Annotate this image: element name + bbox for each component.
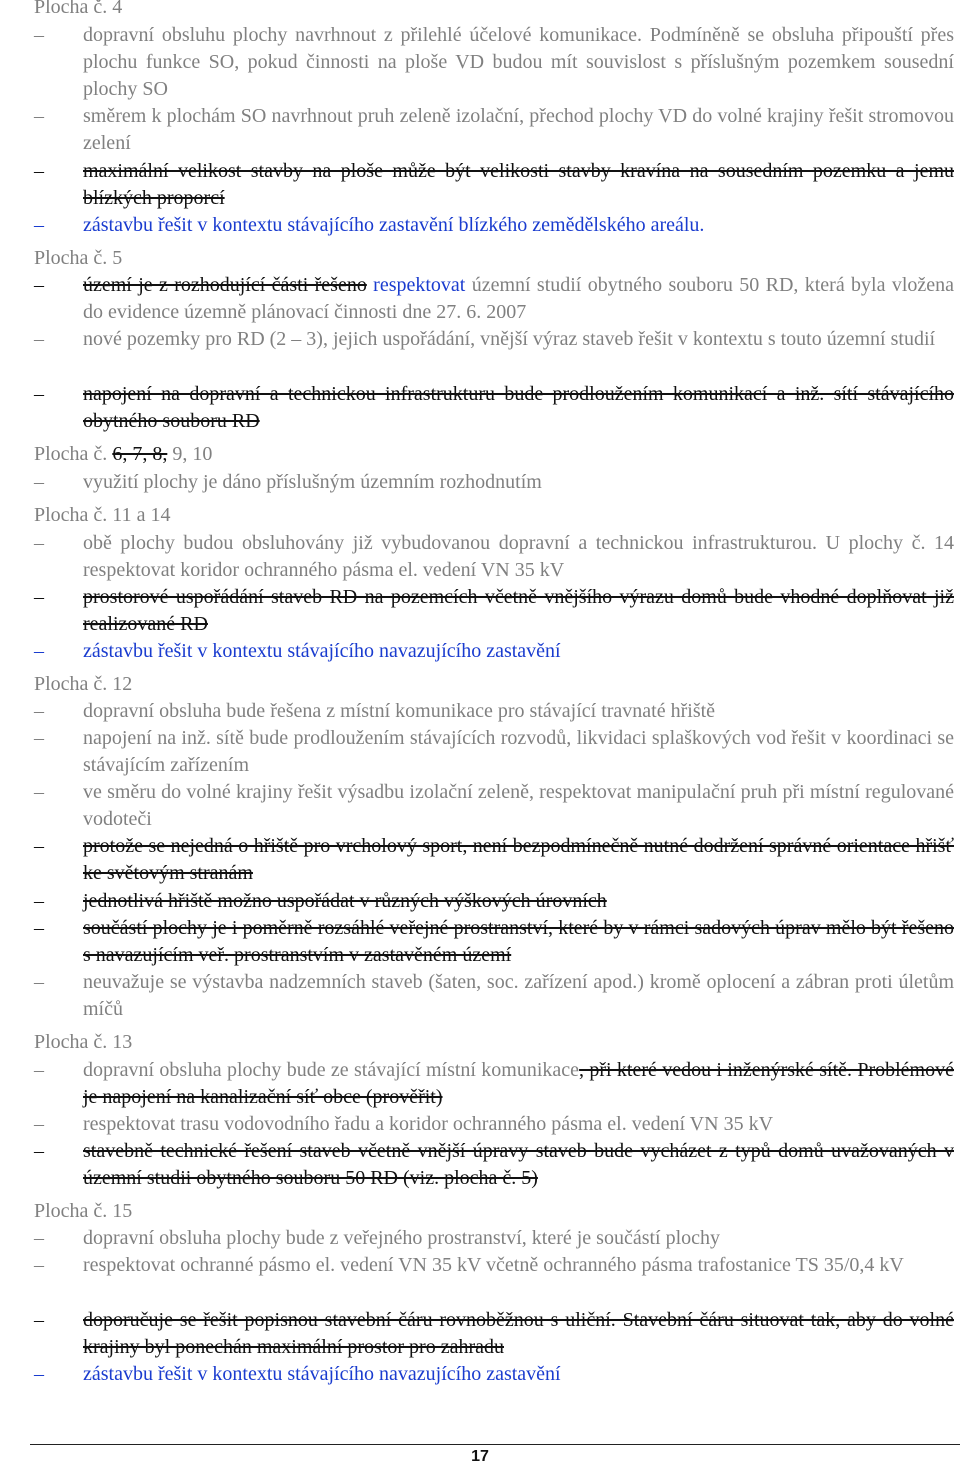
item-text: součástí plochy je i poměrně rozsáhlé veřejné prostranství, které by v rámci sadových úprav mělo být řešeno s navazujícím veř. prostranstvím v zastavěném území (83, 917, 954, 966)
item-text: napojení na inž. sítě bude prodloužením stávajících rozvodů, likvidaci splaškových vod řešit v koordinaci se stávajícím zařízením (83, 727, 954, 776)
item-text: zástavbu řešit v kontextu stávajícího navazujícího zastavění (83, 1363, 561, 1385)
dash-bullet: – (34, 1309, 44, 1331)
list-item (34, 1111, 954, 1138)
list-item (34, 272, 954, 326)
dash-bullet: – (34, 917, 44, 939)
list-item-added (34, 212, 954, 239)
item-text: nové pozemky pro RD (2 – 3), jejich uspořádání, vnější výraz staveb řešit v kontextu s touto územní studií (83, 328, 936, 350)
heading-plocha-6-10 (34, 441, 212, 468)
dash-bullet: – (34, 1059, 44, 1081)
list-item-struck (34, 888, 954, 915)
list-item (34, 969, 954, 1023)
list-item-struck (34, 1138, 954, 1192)
item-text: ve směru do volné krajiny řešit výsadbu izolační zeleně, respektovat manipulační pruh při místní regulované vodoteči (83, 781, 954, 830)
item-text: respektovat trasu vodovodního řadu a koridor ochranného pásma el. vedení VN 35 kV (83, 1113, 774, 1135)
dash-bullet: – (34, 890, 44, 912)
item-text: dopravní obsluha plochy bude z veřejného prostranství, které je součástí plochy (83, 1227, 721, 1249)
list-item-added (34, 1361, 954, 1388)
dash-bullet: – (34, 640, 44, 662)
item-text: směrem k plochám SO navrhnout pruh zeleně izolační, přechod plochy VD do volné krajiny řešit stromovou zelení (83, 105, 954, 154)
added-text: respektovat (373, 274, 466, 296)
list-item-added (34, 638, 954, 665)
dash-bullet: – (34, 274, 44, 296)
heading-prefix: Plocha č. (34, 443, 108, 465)
item-text: obě plochy budou obsluhovány již vybudovanou dopravní a technickou infrastrukturou. U plochy č. 14 respektovat koridor ochranného pásma el. vedení VN 35 kV (83, 532, 954, 581)
list-item (34, 530, 954, 584)
item-text: zástavbu řešit v kontextu stávajícího navazujícího zastavění (83, 640, 561, 662)
page-number: 17 (471, 1448, 489, 1465)
item-rest: územní studií obytného souboru 50 RD, která byla vložena do evidence územně plánovací činnosti dne 27. 6. 2007 (83, 274, 955, 323)
item-kept: dopravní obsluha plochy bude ze stávající místní komunikace (83, 1059, 580, 1081)
dash-bullet: – (34, 1140, 44, 1162)
dash-bullet: – (34, 383, 44, 405)
dash-bullet: – (34, 471, 44, 493)
list-item (34, 725, 954, 779)
heading-rest: 9, 10 (172, 443, 213, 465)
item-text: prostorové uspořádání staveb RD na pozemcích včetně vnějšího výrazu domů bude vhodné doplňovat již realizované RD (83, 586, 954, 635)
item-text: zástavbu řešit v kontextu stávajícího zastavění blízkého zemědělského areálu. (83, 214, 705, 236)
dash-bullet: – (34, 1227, 44, 1249)
list-item-struck (34, 833, 954, 887)
item-text: respektovat ochranné pásmo el. vedení VN 35 kV včetně ochranného pásma trafostanice TS 35/0,4 kV (83, 1254, 904, 1276)
struck-text: území je z rozhodující části řešeno (83, 274, 367, 296)
heading-plocha-11-14: Plocha č. 11 a 14 (34, 504, 171, 526)
dash-bullet: – (34, 214, 44, 236)
list-item (34, 1057, 954, 1111)
dash-bullet: – (34, 781, 44, 803)
list-item (34, 1252, 954, 1279)
item-text: využití plochy je dáno příslušným územním rozhodnutím (83, 471, 542, 493)
item-text: jednotlivá hřiště možno uspořádat v různých výškových úrovních (83, 890, 607, 912)
heading-plocha-4: Plocha č. 4 (34, 0, 123, 18)
list-item (34, 779, 954, 833)
item-text: neuvažuje se výstavba nadzemních staveb (šaten, soc. zařízení apod.) kromě oplocení a zábran proti úletům míčů (83, 971, 954, 1020)
dash-bullet: – (34, 1113, 44, 1135)
dash-bullet: – (34, 105, 44, 127)
list-item (34, 469, 954, 496)
dash-bullet: – (34, 727, 44, 749)
struck-text: 6, 7, 8, (112, 443, 168, 465)
list-item-struck (34, 1307, 954, 1361)
list-item-struck (34, 915, 954, 969)
list-item-struck (34, 381, 954, 435)
footer-divider (30, 1444, 960, 1445)
list-item-struck (34, 584, 954, 638)
list-item (34, 326, 954, 353)
heading-plocha-13: Plocha č. 13 (34, 1031, 133, 1053)
dash-bullet: – (34, 835, 44, 857)
dash-bullet: – (34, 328, 44, 350)
dash-bullet: – (34, 700, 44, 722)
item-text: dopravní obsluha bude řešena z místní komunikace pro stávající travnaté hřiště (83, 700, 716, 722)
item-text: protože se nejedná o hřiště pro vrcholový sport, není bezpodmínečně nutné dodržení správné orientace hřišť ke světovým stranám (83, 835, 954, 884)
item-text: dopravní obsluhu plochy navrhnout z přilehlé účelové komunikace. Podmíněně se obsluha připouští přes plochu funkce SO, pokud činnosti na ploše VD budou mít souvislost s příslušným pozemkem sousední plochy SO (83, 24, 954, 100)
dash-bullet: – (34, 160, 44, 182)
dash-bullet: – (34, 1363, 44, 1385)
item-text: doporučuje se řešit popisnou stavební čáru rovnoběžnou s uliční. Stavební čáru situovat tak, aby do volné krajiny byl ponechán maximální prostor pro zahradu (83, 1309, 954, 1358)
dash-bullet: – (34, 532, 44, 554)
item-text: stavebně technické řešení staveb včetně vnější úpravy staveb bude vycházet z typů domů uvažovaných v územní studii obytného souboru 50 RD (viz. plocha č. 5) (83, 1140, 954, 1189)
heading-plocha-5: Plocha č. 5 (34, 247, 123, 269)
item-text: napojení na dopravní a technickou infrastrukturu bude prodloužením komunikací a inž. sítí stávajícího obytného souboru RD (83, 383, 954, 432)
item-text (83, 1057, 954, 1111)
dash-bullet: – (34, 586, 44, 608)
list-item (34, 103, 954, 157)
dash-bullet: – (34, 1254, 44, 1276)
heading-plocha-12: Plocha č. 12 (34, 673, 133, 695)
item-text (83, 272, 954, 326)
list-item (34, 22, 954, 103)
list-item (34, 698, 954, 725)
list-item (34, 1225, 954, 1252)
heading-plocha-15: Plocha č. 15 (34, 1200, 133, 1222)
list-item-struck (34, 158, 954, 212)
item-text: maximální velikost stavby na ploše může být velikosti stavby kravína na sousedním pozemku a jemu blízkých proporcí (83, 160, 954, 209)
struck-text: , při které vedou i inženýrské sítě. Problémové je napojení na kanalizační síť obce (prověřit) (83, 1059, 954, 1108)
dash-bullet: – (34, 24, 44, 46)
dash-bullet: – (34, 971, 44, 993)
